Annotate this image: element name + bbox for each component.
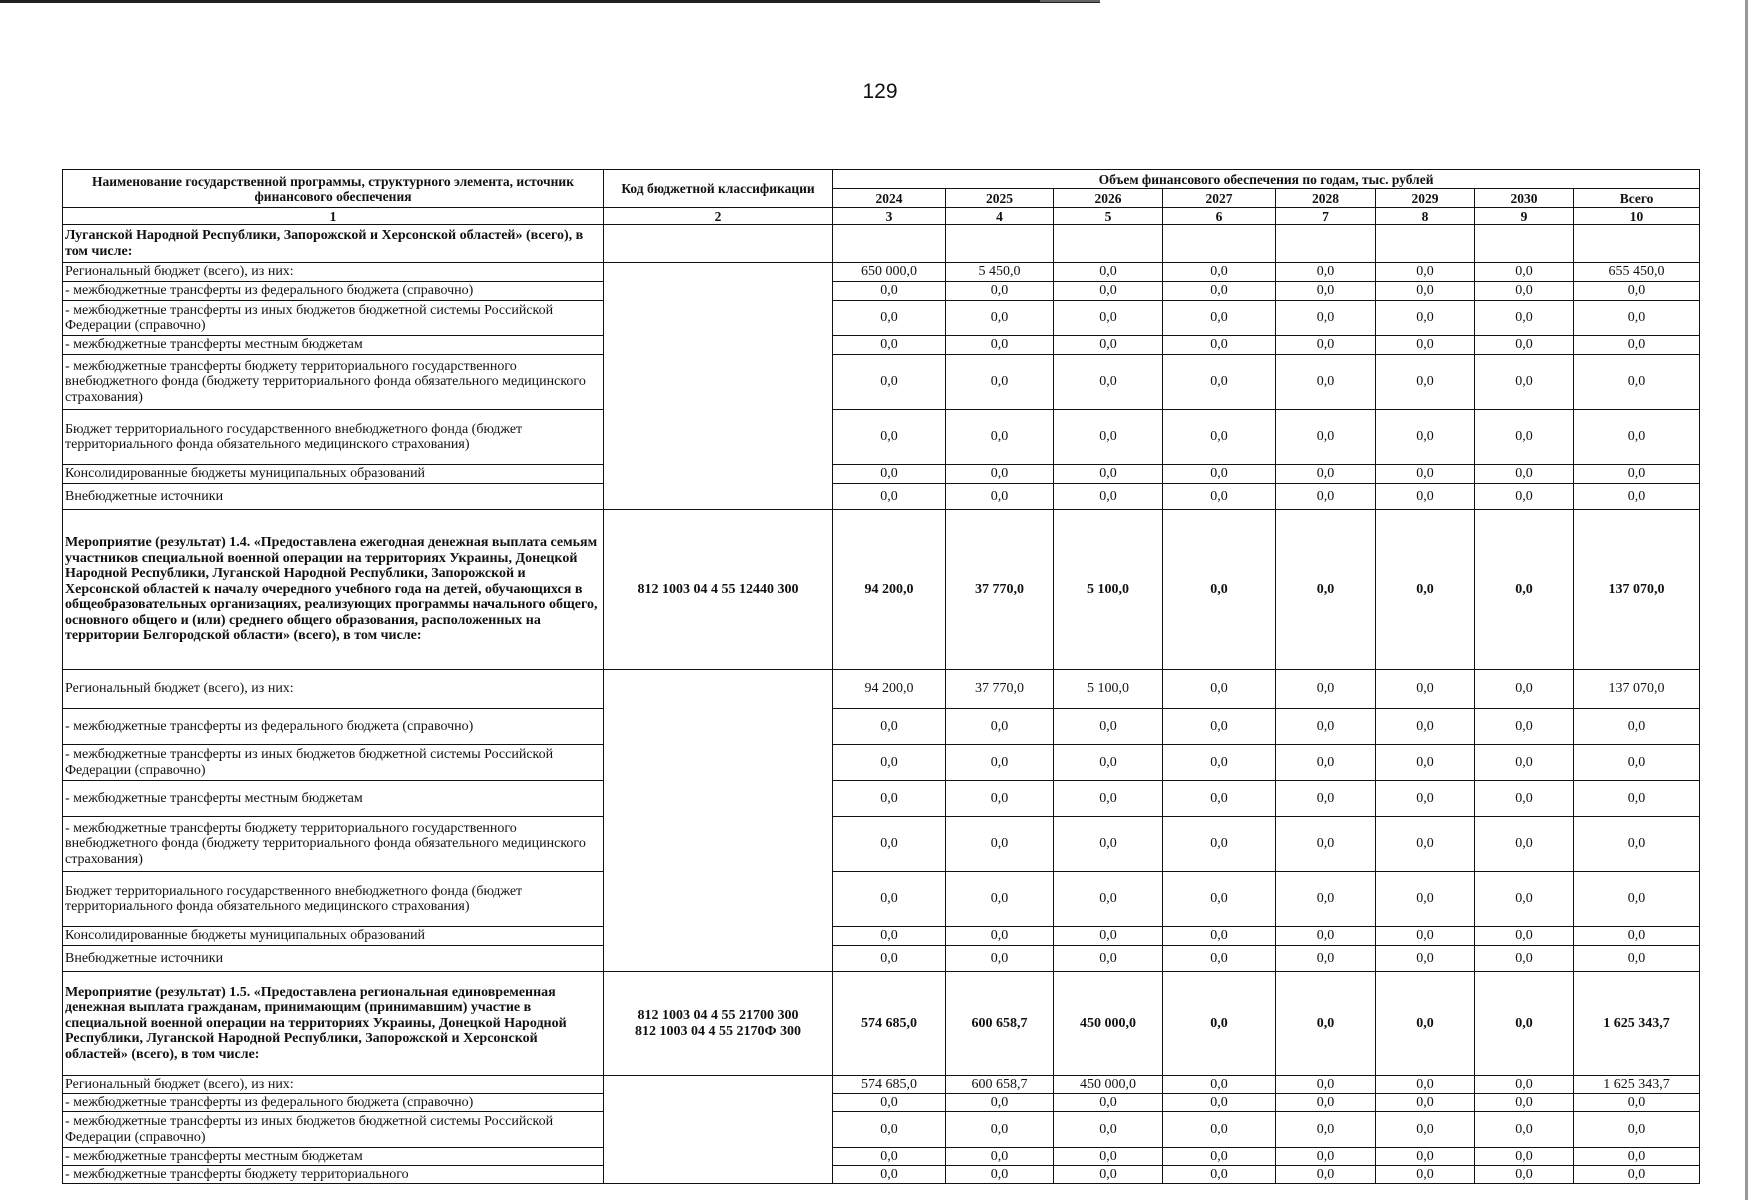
year-value: 0,0: [1376, 872, 1475, 927]
year-value: 0,0: [1276, 301, 1376, 336]
year-value: 37 770,0: [946, 510, 1054, 670]
header-year: 2024: [833, 189, 946, 208]
table-row: [63, 263, 1700, 282]
source-name: Бюджет территориального государственного внебюджетного фонда (бюджет территориального фонда обязательного медицинского страхования): [63, 872, 604, 927]
source-name: - межбюджетные трансферты из иных бюджетов бюджетной системы Российской Федерации (справочно): [63, 301, 604, 336]
page-number: 129: [862, 80, 898, 103]
year-value: 0,0: [1054, 946, 1163, 972]
year-value: 0,0: [1054, 872, 1163, 927]
table-row: [63, 1094, 1700, 1112]
year-value: 0,0: [1276, 1076, 1376, 1094]
header-name: Наименование государственной программы, структурного элемента, источник финансового обеспечения: [63, 170, 604, 208]
header-year: 2028: [1276, 189, 1376, 208]
year-value: 0,0: [1054, 1148, 1163, 1166]
year-value: 0,0: [1054, 336, 1163, 355]
year-value: 0,0: [1376, 1076, 1475, 1094]
year-value: 0,0: [946, 465, 1054, 484]
year-value: 0,0: [946, 872, 1054, 927]
table-row: [63, 410, 1700, 465]
table-row: [63, 1166, 1700, 1184]
year-value: 574 685,0: [833, 972, 946, 1076]
table-row: [63, 355, 1700, 410]
year-value: 0,0: [1475, 484, 1574, 510]
year-value: [833, 225, 946, 263]
year-value: 0,0: [1276, 282, 1376, 301]
table-row: [63, 872, 1700, 927]
source-name: Бюджет территориального государственного внебюджетного фонда (бюджет территориального фонда обязательного медицинского страхования): [63, 410, 604, 465]
budget-table: [62, 169, 1700, 1184]
year-value: 0,0: [1276, 1112, 1376, 1148]
year-value: 0,0: [1475, 709, 1574, 745]
year-value: 94 200,0: [833, 510, 946, 670]
year-value: 0,0: [1376, 670, 1475, 709]
total-value: 0,0: [1574, 781, 1700, 817]
year-value: 0,0: [946, 709, 1054, 745]
year-value: 0,0: [1376, 817, 1475, 872]
year-value: 0,0: [946, 745, 1054, 781]
table-row: [63, 946, 1700, 972]
year-value: 0,0: [1475, 872, 1574, 927]
column-index: 7: [1276, 208, 1376, 225]
total-value: 0,0: [1574, 1112, 1700, 1148]
total-value: 0,0: [1574, 709, 1700, 745]
year-value: 0,0: [1376, 1112, 1475, 1148]
year-value: 0,0: [1163, 263, 1276, 282]
year-value: 0,0: [1276, 745, 1376, 781]
year-value: 0,0: [1376, 972, 1475, 1076]
year-value: 0,0: [1475, 781, 1574, 817]
year-value: 0,0: [946, 282, 1054, 301]
total-value: 1 625 343,7: [1574, 972, 1700, 1076]
year-value: 0,0: [1163, 336, 1276, 355]
year-value: 0,0: [833, 745, 946, 781]
year-value: 0,0: [1475, 355, 1574, 410]
year-value: 0,0: [1163, 301, 1276, 336]
year-value: 0,0: [1376, 263, 1475, 282]
year-value: 650 000,0: [833, 263, 946, 282]
year-value: 0,0: [1475, 1076, 1574, 1094]
total-value: 0,0: [1574, 336, 1700, 355]
year-value: 0,0: [1276, 336, 1376, 355]
header-year: 2029: [1376, 189, 1475, 208]
measure-name: Мероприятие (результат) 1.4. «Предоставлена ежегодная денежная выплата семьям участников специальной военной операции на территориях Украины, Донецкой Народной Республики, Луганской Народной Республики, Запорожской и Херсонской областей к началу очередного учебного года на детей, обучающихся в общеобразовательных организациях, реализующих программы начального общего, основного общего и (или) среднего общего образования, расположенных на территории Белгородской области» (всего), в том числе:: [63, 510, 604, 670]
year-value: 0,0: [833, 410, 946, 465]
table-row: [63, 817, 1700, 872]
table-row: [63, 745, 1700, 781]
year-value: 0,0: [1276, 872, 1376, 927]
header-year: 2025: [946, 189, 1054, 208]
column-index: 8: [1376, 208, 1475, 225]
year-value: [1475, 225, 1574, 263]
year-value: 0,0: [1163, 484, 1276, 510]
year-value: 574 685,0: [833, 1076, 946, 1094]
year-value: 0,0: [1054, 301, 1163, 336]
year-value: 0,0: [833, 301, 946, 336]
year-value: 0,0: [1376, 336, 1475, 355]
year-value: 0,0: [1163, 745, 1276, 781]
year-value: 5 100,0: [1054, 510, 1163, 670]
year-value: 0,0: [1054, 410, 1163, 465]
year-value: 0,0: [1054, 465, 1163, 484]
table-row: [63, 301, 1700, 336]
year-value: 0,0: [1475, 410, 1574, 465]
total-value: 0,0: [1574, 484, 1700, 510]
year-value: 0,0: [833, 1148, 946, 1166]
header-code: Код бюджетной классификации: [604, 170, 833, 208]
year-value: 0,0: [1054, 709, 1163, 745]
year-value: 0,0: [1376, 709, 1475, 745]
source-name: - межбюджетные трансферты местным бюджетам: [63, 1148, 604, 1166]
year-value: 0,0: [1376, 484, 1475, 510]
year-value: 0,0: [1475, 745, 1574, 781]
budget-code-empty: [604, 670, 833, 972]
year-value: 0,0: [1475, 510, 1574, 670]
year-value: 0,0: [1276, 927, 1376, 946]
year-value: 94 200,0: [833, 670, 946, 709]
table-row: [63, 1112, 1700, 1148]
year-value: 0,0: [1163, 872, 1276, 927]
year-value: 0,0: [1475, 946, 1574, 972]
year-value: 0,0: [1054, 745, 1163, 781]
total-value: 0,0: [1574, 282, 1700, 301]
budget-code: [604, 225, 833, 263]
header-index-row: [63, 208, 1700, 225]
year-value: 0,0: [1276, 709, 1376, 745]
total-value: 137 070,0: [1574, 510, 1700, 670]
year-value: 0,0: [1475, 301, 1574, 336]
year-value: 0,0: [946, 1094, 1054, 1112]
source-name: - межбюджетные трансферты из иных бюджетов бюджетной системы Российской Федерации (справочно): [63, 745, 604, 781]
source-name: - межбюджетные трансферты из иных бюджетов бюджетной системы Российской Федерации (справочно): [63, 1112, 604, 1148]
year-value: 0,0: [1054, 817, 1163, 872]
source-name: - межбюджетные трансферты из федерального бюджета (справочно): [63, 1094, 604, 1112]
measure-name: Мероприятие (результат) 1.5. «Предоставлена региональная единовременная денежная выплата гражданам, принимающим (принимавшим) участие в специальной военной операции на территориях Украины, Донецкой Народной Республики, Луганской Народной Республики, Запорожской и Херсонской областей» (всего), в том числе:: [63, 972, 604, 1076]
table-row: [63, 709, 1700, 745]
table-row-measure: [63, 972, 1700, 1076]
top-rule-fragment: [1040, 0, 1100, 2]
source-name: Внебюджетные источники: [63, 946, 604, 972]
column-index: 4: [946, 208, 1054, 225]
year-value: 0,0: [1276, 355, 1376, 410]
year-value: 0,0: [1163, 1094, 1276, 1112]
year-value: 0,0: [1376, 781, 1475, 817]
header-year: 2026: [1054, 189, 1163, 208]
table-row: [63, 670, 1700, 709]
year-value: 0,0: [833, 484, 946, 510]
year-value: 0,0: [1276, 781, 1376, 817]
year-value: 0,0: [946, 410, 1054, 465]
year-value: 0,0: [1163, 510, 1276, 670]
year-value: 0,0: [1376, 282, 1475, 301]
year-value: 0,0: [946, 355, 1054, 410]
year-value: 0,0: [1276, 465, 1376, 484]
year-value: 0,0: [1376, 1148, 1475, 1166]
year-value: 0,0: [1475, 1112, 1574, 1148]
year-value: 0,0: [946, 946, 1054, 972]
table-row: [63, 1148, 1700, 1166]
year-value: 0,0: [1163, 927, 1276, 946]
year-value: 0,0: [1376, 301, 1475, 336]
source-name: Региональный бюджет (всего), из них:: [63, 263, 604, 282]
year-value: 0,0: [1163, 972, 1276, 1076]
year-value: 37 770,0: [946, 670, 1054, 709]
header-year: 2030: [1475, 189, 1574, 208]
total-value: 0,0: [1574, 946, 1700, 972]
year-value: 0,0: [1475, 336, 1574, 355]
table-row-measure: [63, 510, 1700, 670]
column-index: 2: [604, 208, 833, 225]
total-value: 0,0: [1574, 355, 1700, 410]
year-value: 0,0: [1054, 927, 1163, 946]
year-value: 0,0: [946, 1112, 1054, 1148]
year-value: 0,0: [1475, 1094, 1574, 1112]
year-value: [1276, 225, 1376, 263]
year-value: 0,0: [1054, 781, 1163, 817]
year-value: 0,0: [1475, 465, 1574, 484]
year-value: 0,0: [946, 1166, 1054, 1184]
year-value: 0,0: [833, 709, 946, 745]
table-header: [63, 170, 1700, 225]
total-value: 137 070,0: [1574, 670, 1700, 709]
year-value: 0,0: [833, 946, 946, 972]
year-value: 0,0: [833, 1166, 946, 1184]
year-value: 5 100,0: [1054, 670, 1163, 709]
year-value: 0,0: [1163, 781, 1276, 817]
table-row: [63, 282, 1700, 301]
year-value: 0,0: [1163, 355, 1276, 410]
year-value: 450 000,0: [1054, 1076, 1163, 1094]
table-row: [63, 1076, 1700, 1094]
year-value: 0,0: [1054, 263, 1163, 282]
total-value: 0,0: [1574, 1148, 1700, 1166]
year-value: 0,0: [1475, 263, 1574, 282]
header-volume: Объем финансового обеспечения по годам, тыс. рублей: [833, 170, 1700, 189]
year-value: 0,0: [1054, 1112, 1163, 1148]
year-value: 0,0: [1475, 972, 1574, 1076]
year-value: 0,0: [1163, 946, 1276, 972]
year-value: 0,0: [833, 282, 946, 301]
year-value: 0,0: [1376, 1166, 1475, 1184]
header-total: Всего: [1574, 189, 1700, 208]
year-value: [1163, 225, 1276, 263]
table-row: [63, 465, 1700, 484]
year-value: 0,0: [1054, 355, 1163, 410]
source-name: - межбюджетные трансферты местным бюджетам: [63, 336, 604, 355]
year-value: 0,0: [1276, 484, 1376, 510]
year-value: 0,0: [946, 1148, 1054, 1166]
source-name: Внебюджетные источники: [63, 484, 604, 510]
budget-code-empty: [604, 263, 833, 510]
year-value: 0,0: [1163, 670, 1276, 709]
year-value: 0,0: [1276, 946, 1376, 972]
year-value: 0,0: [833, 1112, 946, 1148]
table-row: [63, 336, 1700, 355]
year-value: 0,0: [1376, 927, 1475, 946]
source-name: - межбюджетные трансферты местным бюджетам: [63, 781, 604, 817]
year-value: 0,0: [1376, 355, 1475, 410]
source-name: Консолидированные бюджеты муниципальных образований: [63, 465, 604, 484]
source-name: - межбюджетные трансферты бюджету территориального государственного внебюджетного фонда (бюджету территориального фонда обязательного медицинского страхования): [63, 355, 604, 410]
column-index: 10: [1574, 208, 1700, 225]
year-value: 0,0: [1054, 282, 1163, 301]
year-value: 0,0: [946, 484, 1054, 510]
year-value: 0,0: [946, 301, 1054, 336]
total-value: 0,0: [1574, 872, 1700, 927]
year-value: 0,0: [1163, 1112, 1276, 1148]
column-index: 1: [63, 208, 604, 225]
right-edge-rule: [1745, 0, 1748, 1200]
year-value: 0,0: [1475, 282, 1574, 301]
year-value: 0,0: [1163, 1166, 1276, 1184]
budget-code: 812 1003 04 4 55 21700 300 812 1003 04 4 55 2170Ф 300: [604, 972, 833, 1076]
table-row: [63, 484, 1700, 510]
source-name: - межбюджетные трансферты бюджету территориального государственного внебюджетного фонда (бюджету территориального фонда обязательного медицинского страхования): [63, 817, 604, 872]
budget-code: 812 1003 04 4 55 12440 300: [604, 510, 833, 670]
source-name: Консолидированные бюджеты муниципальных образований: [63, 927, 604, 946]
year-value: 0,0: [1163, 282, 1276, 301]
year-value: 0,0: [833, 1094, 946, 1112]
total-value: 0,0: [1574, 1166, 1700, 1184]
year-value: 0,0: [1475, 927, 1574, 946]
year-value: 0,0: [1054, 1166, 1163, 1184]
table-row: [63, 781, 1700, 817]
source-name: Региональный бюджет (всего), из них:: [63, 1076, 604, 1094]
total-value: 1 625 343,7: [1574, 1076, 1700, 1094]
year-value: 0,0: [1163, 410, 1276, 465]
year-value: 0,0: [833, 355, 946, 410]
year-value: 0,0: [1276, 410, 1376, 465]
year-value: 0,0: [1163, 1076, 1276, 1094]
total-value: 0,0: [1574, 745, 1700, 781]
total-value: 0,0: [1574, 817, 1700, 872]
year-value: 0,0: [1163, 465, 1276, 484]
source-name: - межбюджетные трансферты из федерального бюджета (справочно): [63, 709, 604, 745]
total-value: 0,0: [1574, 465, 1700, 484]
year-value: 0,0: [833, 927, 946, 946]
year-value: 0,0: [946, 817, 1054, 872]
total-value: [1574, 225, 1700, 263]
year-value: 0,0: [1475, 1166, 1574, 1184]
year-value: 0,0: [1276, 670, 1376, 709]
year-value: 0,0: [1163, 1148, 1276, 1166]
year-value: 0,0: [946, 927, 1054, 946]
year-value: 600 658,7: [946, 1076, 1054, 1094]
year-value: 0,0: [1276, 817, 1376, 872]
header-year: 2027: [1163, 189, 1276, 208]
year-value: 0,0: [1163, 709, 1276, 745]
table-body: [63, 225, 1700, 1184]
year-value: 0,0: [1054, 484, 1163, 510]
top-rule: [0, 0, 1100, 3]
year-value: 0,0: [1376, 946, 1475, 972]
year-value: 450 000,0: [1054, 972, 1163, 1076]
year-value: 0,0: [1276, 1148, 1376, 1166]
year-value: 0,0: [946, 336, 1054, 355]
source-name: Региональный бюджет (всего), из них:: [63, 670, 604, 709]
total-value: 0,0: [1574, 410, 1700, 465]
year-value: 0,0: [946, 781, 1054, 817]
total-value: 0,0: [1574, 1094, 1700, 1112]
year-value: [946, 225, 1054, 263]
year-value: [1054, 225, 1163, 263]
year-value: 600 658,7: [946, 972, 1054, 1076]
total-value: 0,0: [1574, 301, 1700, 336]
year-value: 0,0: [1276, 1166, 1376, 1184]
year-value: 0,0: [1276, 510, 1376, 670]
column-index: 5: [1054, 208, 1163, 225]
measure-name: Луганской Народной Республики, Запорожской и Херсонской областей» (всего), в том числе:: [63, 225, 604, 263]
year-value: 0,0: [1376, 465, 1475, 484]
year-value: 0,0: [1276, 972, 1376, 1076]
column-index: 6: [1163, 208, 1276, 225]
year-value: 0,0: [833, 336, 946, 355]
year-value: 0,0: [1376, 745, 1475, 781]
year-value: 0,0: [1475, 670, 1574, 709]
source-name: - межбюджетные трансферты из федерального бюджета (справочно): [63, 282, 604, 301]
year-value: [1376, 225, 1475, 263]
year-value: 0,0: [1475, 1148, 1574, 1166]
total-value: 0,0: [1574, 927, 1700, 946]
total-value: 655 450,0: [1574, 263, 1700, 282]
year-value: 0,0: [1163, 817, 1276, 872]
table-row: [63, 927, 1700, 946]
budget-code-empty: [604, 1076, 833, 1184]
year-value: 0,0: [833, 781, 946, 817]
year-value: 0,0: [1276, 1094, 1376, 1112]
year-value: 0,0: [833, 817, 946, 872]
year-value: 0,0: [1276, 263, 1376, 282]
table-row-measure: [63, 225, 1700, 263]
year-value: 0,0: [1376, 1094, 1475, 1112]
column-index: 3: [833, 208, 946, 225]
year-value: 0,0: [1054, 1094, 1163, 1112]
year-value: 0,0: [833, 872, 946, 927]
year-value: 0,0: [833, 465, 946, 484]
column-index: 9: [1475, 208, 1574, 225]
year-value: 0,0: [1376, 510, 1475, 670]
source-name: - межбюджетные трансферты бюджету территориального: [63, 1166, 604, 1184]
year-value: 0,0: [1376, 410, 1475, 465]
year-value: 0,0: [1475, 817, 1574, 872]
year-value: 5 450,0: [946, 263, 1054, 282]
